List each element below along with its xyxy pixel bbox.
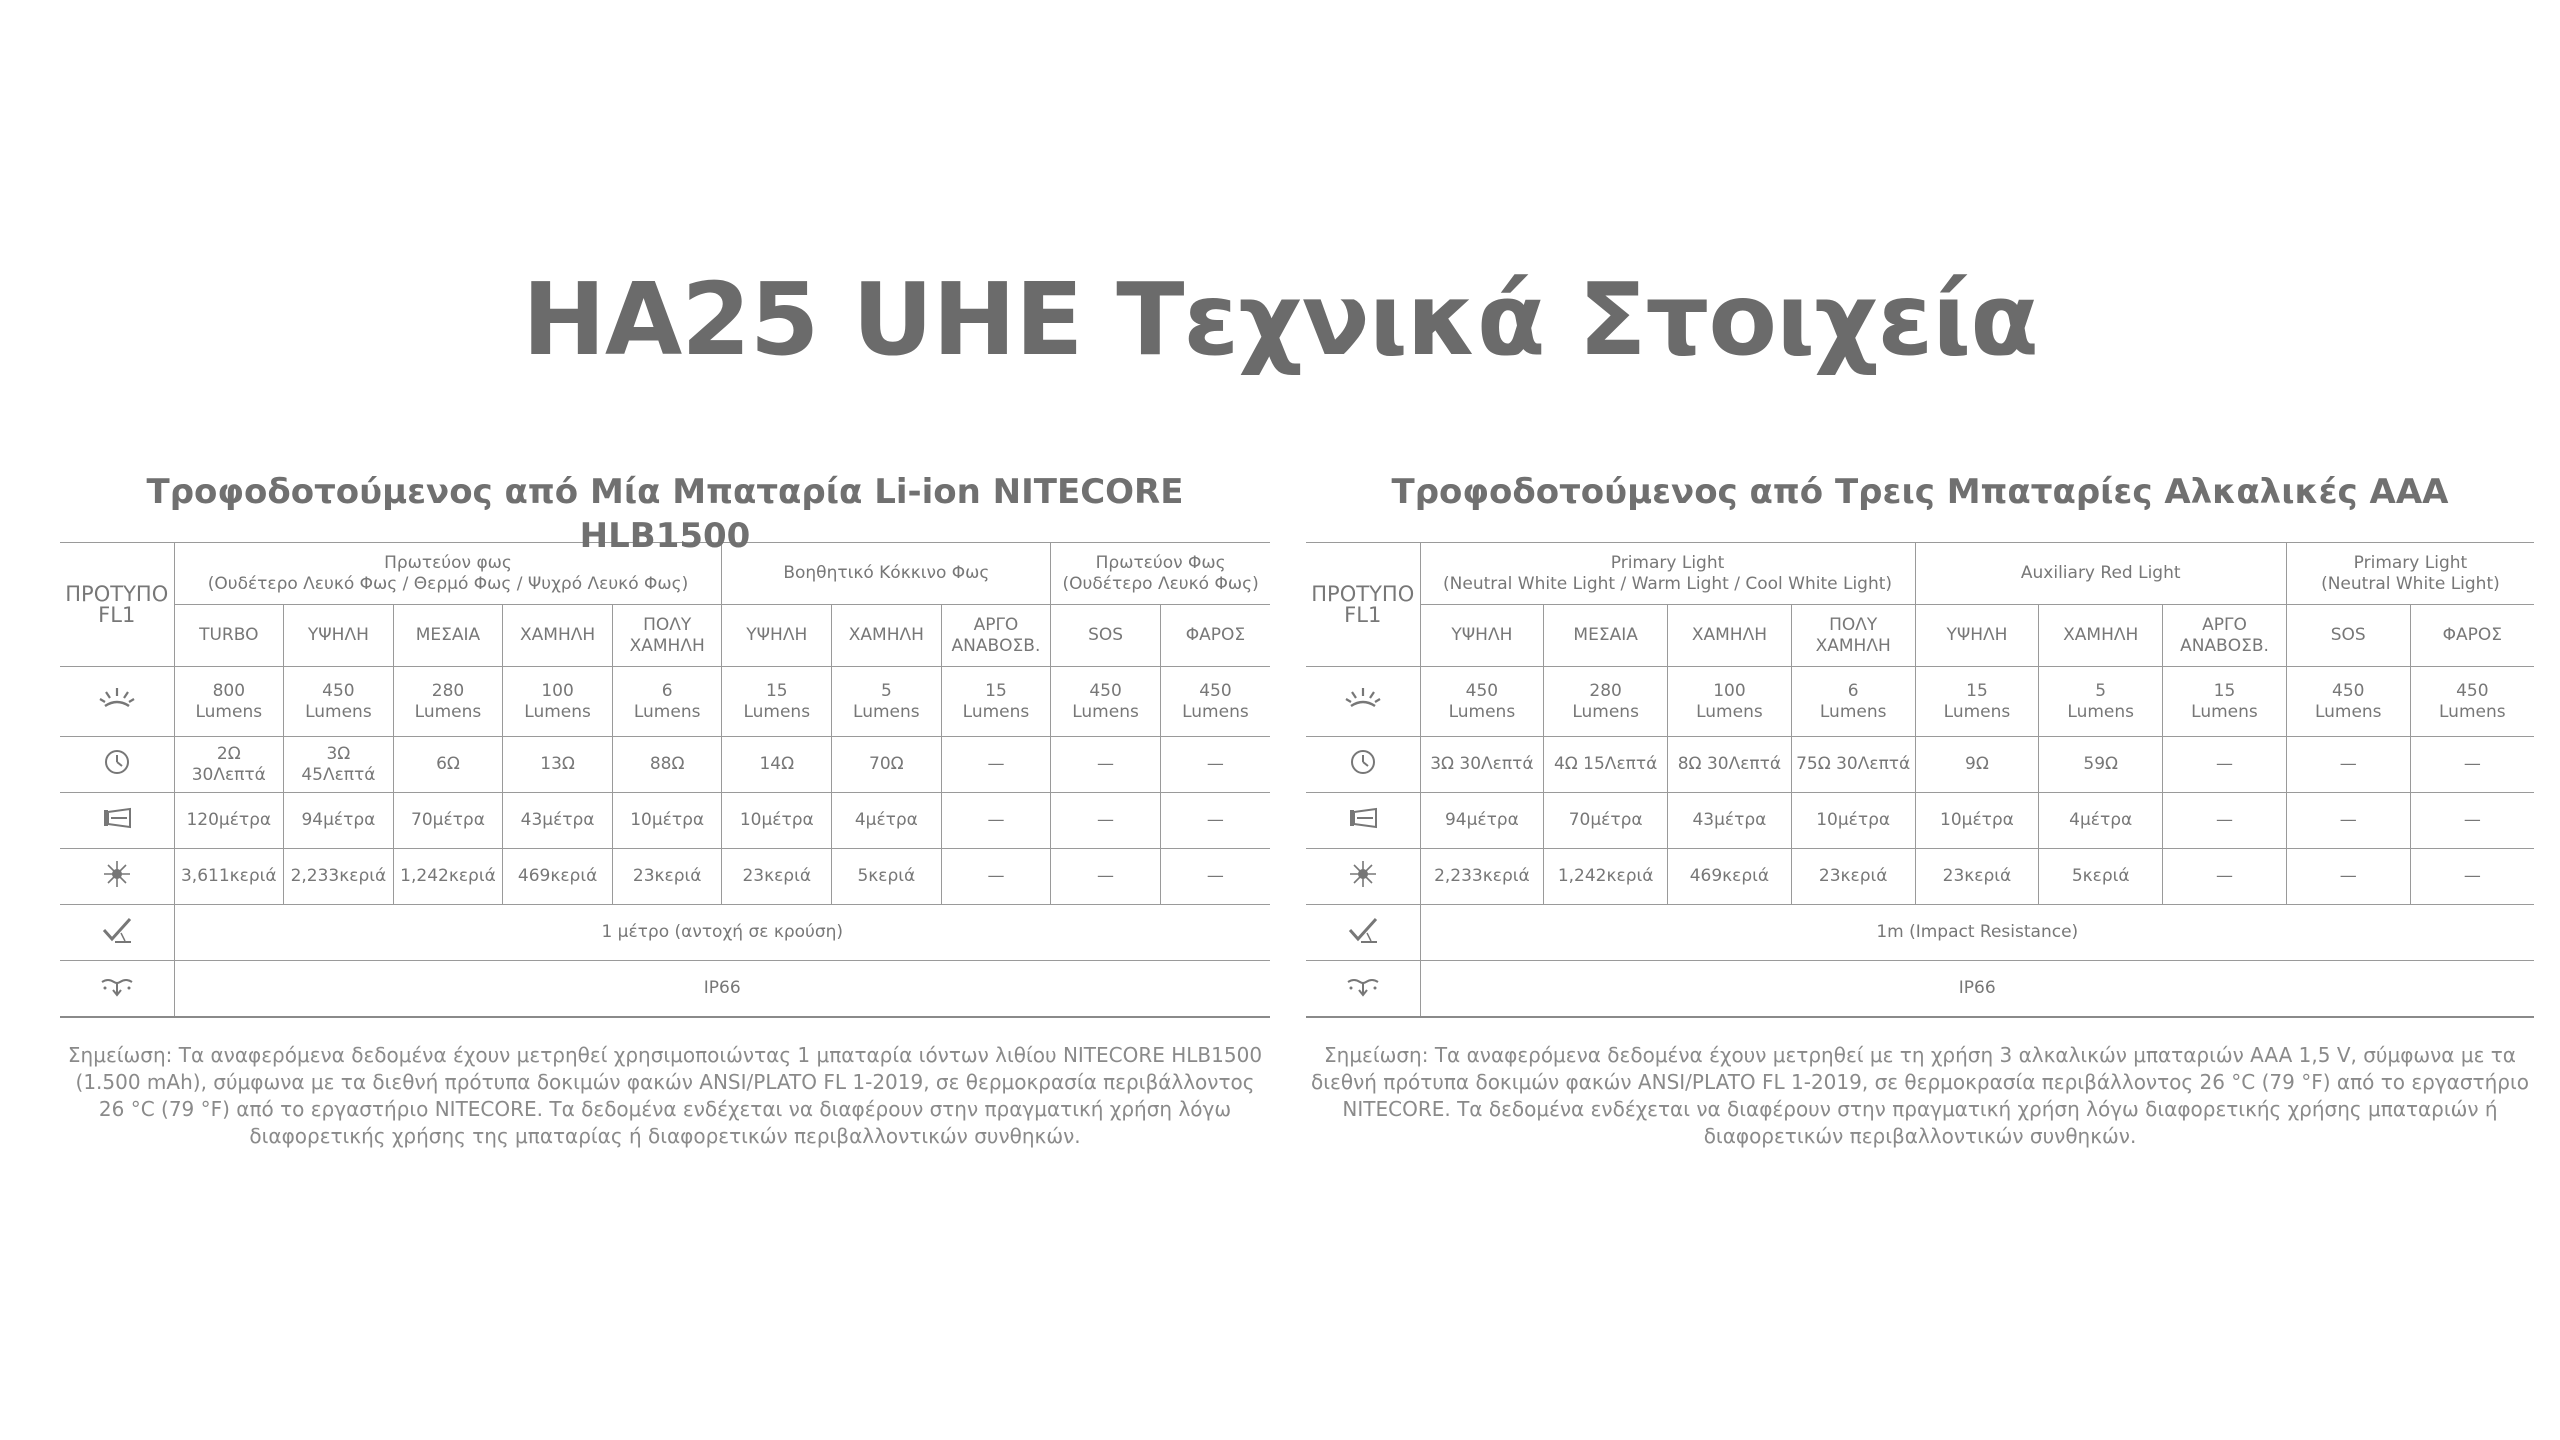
runtime-cell: —	[1160, 737, 1270, 793]
mode-label: ΦΑΡΟΣ	[2442, 625, 2502, 645]
output-cell	[1668, 667, 1792, 737]
group-label: Auxiliary Red Light	[2020, 563, 2181, 583]
intensity-cell: 2,233κεριά	[1420, 849, 1544, 905]
distance-cell: 10μέτρα	[612, 793, 722, 849]
model-label: ΠΡΟΤΥΠΟ FL1	[1306, 543, 1420, 667]
mode-header	[1544, 605, 1668, 667]
output-cell	[284, 667, 394, 737]
output-value: 800	[212, 680, 246, 701]
mode-label: ΜΕΣΑΙΑ	[1573, 625, 1638, 645]
spec-table	[1306, 542, 2534, 1018]
intensity-cell: 5κεριά	[832, 849, 942, 905]
mode-label: ΠΟΛΥ	[643, 614, 692, 635]
output-unit: Lumens	[2314, 701, 2382, 722]
runtime-cell: —	[2163, 737, 2287, 793]
distance-cell: 94μέτρα	[284, 793, 394, 849]
mode-header	[2286, 605, 2410, 667]
mode-label: ΧΑΜΗΛΗ	[520, 625, 596, 645]
panel-subtitle: Τροφοδοτούμενος από Τρεις Μπαταρίες Αλκαλικές AAA	[1391, 472, 2449, 512]
runtime-cell: —	[1051, 737, 1161, 793]
waterproof-row	[60, 961, 1270, 1017]
mode-label: ΥΨΗΛΗ	[746, 625, 808, 645]
mode-label: ΥΨΗΛΗ	[307, 625, 369, 645]
mode-label: ΧΑΜΗΛΗ	[1691, 625, 1767, 645]
mode-label-line2: ΑΝΑΒΟΣΒ.	[951, 635, 1041, 656]
runtime-cell: 4Ω 15Λεπτά	[1544, 737, 1668, 793]
output-unit: Lumens	[633, 701, 701, 722]
group-header	[1420, 543, 1915, 605]
output-value: 450	[1089, 680, 1122, 701]
output-value: 6	[1847, 680, 1859, 701]
distance-cell: —	[2410, 793, 2534, 849]
intensity-cell: —	[941, 849, 1051, 905]
runtime-icon-cell	[60, 737, 174, 793]
mode-header	[1791, 605, 1915, 667]
output-cell	[1544, 667, 1668, 737]
output-row	[60, 667, 1270, 737]
intensity-cell: —	[2163, 849, 2287, 905]
intensity-row	[60, 849, 1270, 905]
distance-cell: 4μέτρα	[832, 793, 942, 849]
waterproof-cell: IP66	[1420, 961, 2534, 1017]
spec-table	[60, 542, 1270, 1018]
output-unit: Lumens	[853, 701, 920, 722]
intensity-cell: 23κεριά	[1915, 849, 2039, 905]
distance-cell: 94μέτρα	[1420, 793, 1544, 849]
intensity-cell: 23κεριά	[612, 849, 722, 905]
distance-cell: 10μέτρα	[1915, 793, 2039, 849]
runtime-cell: 13Ω	[503, 737, 613, 793]
brightness-icon	[1345, 684, 1381, 714]
runtime-row	[60, 737, 1270, 793]
group-header	[722, 543, 1051, 605]
intensity-cell: 2,233κεριά	[284, 849, 394, 905]
output-unit: Lumens	[962, 701, 1030, 722]
distance-row	[1306, 793, 2534, 849]
output-unit: Lumens	[195, 701, 263, 722]
output-cell	[393, 667, 503, 737]
distance-cell: 43μέτρα	[1668, 793, 1792, 849]
output-value: 15	[985, 680, 1007, 701]
mode-header	[941, 605, 1051, 667]
group-sublabel: (Ουδέτερο Λευκό Φως)	[1062, 573, 1259, 594]
mode-header	[503, 605, 613, 667]
output-cell	[612, 667, 722, 737]
group-header	[1915, 543, 2286, 605]
output-cell	[1915, 667, 2039, 737]
mode-label-line2: ΧΑΜΗΛΗ	[1815, 635, 1891, 656]
mode-header	[612, 605, 722, 667]
output-unit: Lumens	[1943, 701, 2011, 722]
group-header-row	[1306, 543, 2534, 605]
output-cell	[1420, 667, 1544, 737]
runtime-cell: —	[941, 737, 1051, 793]
distance-cell: 4μέτρα	[2039, 793, 2163, 849]
runtime-cell: —	[2286, 737, 2410, 793]
brightness-icon	[99, 684, 135, 714]
output-icon-cell	[1306, 667, 1420, 737]
intensity-cell: 1,242κεριά	[1544, 849, 1668, 905]
impact-icon-cell	[1306, 905, 1420, 961]
peak-intensity-icon	[1345, 859, 1381, 889]
output-unit: Lumens	[1182, 701, 1249, 722]
mode-label: ΑΡΓΟ	[2202, 614, 2247, 635]
group-header	[2286, 543, 2534, 605]
runtime-cell: 88Ω	[612, 737, 722, 793]
waterproof-row	[1306, 961, 2534, 1017]
model-label: ΠΡΟΤΥΠΟ FL1	[60, 543, 174, 667]
output-unit: Lumens	[2439, 701, 2506, 722]
mode-header	[1160, 605, 1270, 667]
group-label: Βοηθητικό Κόκκινο Φως	[783, 563, 990, 583]
intensity-cell: —	[1160, 849, 1270, 905]
waterproof-icon	[1345, 970, 1381, 1000]
group-header	[1051, 543, 1270, 605]
output-value: 450	[2332, 680, 2365, 701]
runtime-cell: 2Ω 30Λεπτά	[174, 737, 284, 793]
distance-cell: 70μέτρα	[393, 793, 503, 849]
measurement-note: Σημείωση: Τα αναφερόμενα δεδομένα έχουν μετρηθεί με τη χρήση 3 αλκαλικών μπαταριών AAA 1,5 V, σύμφωνα με τα διεθνή πρότυπα δοκιμών φακών ANSI/PLATO FL 1-2019, σε θερμοκρασία περιβάλλοντος 26 °C (79 °F) από το εργαστήριο NITECORE. Τα δεδομένα ενδέχεται να διαφέρουν στην πραγματική χρήση λόγω διαφορετικής χρήσης μπαταριών ή διαφορετικών περιβαλλοντικών συνθηκών.	[1311, 1042, 2529, 1148]
mode-label: TURBO	[199, 625, 259, 645]
waterproof-icon-cell	[60, 961, 174, 1017]
distance-cell: —	[1160, 793, 1270, 849]
output-cell	[941, 667, 1051, 737]
output-value: 450	[2456, 680, 2489, 701]
mode-label: ΥΨΗΛΗ	[1451, 625, 1513, 645]
intensity-icon-cell	[60, 849, 174, 905]
group-label: Πρωτεύον φως	[384, 552, 512, 573]
output-value: 450	[1465, 680, 1499, 701]
output-cell	[722, 667, 832, 737]
mode-label: ΧΑΜΗΛΗ	[848, 625, 924, 645]
runtime-cell: 3Ω 45Λεπτά	[284, 737, 394, 793]
mode-label-line2: ΑΝΑΒΟΣΒ.	[2180, 635, 2269, 656]
mode-header	[722, 605, 832, 667]
intensity-cell: 23κεριά	[722, 849, 832, 905]
output-unit: Lumens	[1696, 701, 1763, 722]
output-unit: Lumens	[2067, 701, 2135, 722]
mode-header	[2039, 605, 2163, 667]
output-unit: Lumens	[1572, 701, 1639, 722]
panel-subtitle: Τροφοδοτούμενος από Μία Μπαταρία Li-ion NITECORE HLB1500	[146, 472, 1184, 556]
impact-icon-cell	[60, 905, 174, 961]
output-icon-cell	[60, 667, 174, 737]
distance-cell: —	[2163, 793, 2287, 849]
output-unit: Lumens	[305, 701, 372, 722]
output-value: 100	[1713, 680, 1746, 701]
output-cell	[174, 667, 284, 737]
distance-cell: —	[2286, 793, 2410, 849]
beam-distance-icon	[99, 803, 135, 833]
impact-resistance-icon	[99, 915, 135, 945]
runtime-icon-cell	[1306, 737, 1420, 793]
mode-header	[1915, 605, 2039, 667]
distance-cell: 10μέτρα	[722, 793, 832, 849]
impact-row	[60, 905, 1270, 961]
output-unit: Lumens	[414, 701, 482, 722]
output-cell	[503, 667, 613, 737]
mode-label: ΥΨΗΛΗ	[1946, 625, 2008, 645]
mode-header-row	[1306, 605, 2534, 667]
output-unit: Lumens	[1819, 701, 1887, 722]
output-value: 280	[1589, 680, 1622, 701]
distance-cell: 10μέτρα	[1791, 793, 1915, 849]
waterproof-cell: IP66	[174, 961, 1270, 1017]
output-value: 100	[541, 680, 574, 701]
output-value: 15	[1966, 680, 1988, 701]
distance-icon-cell	[60, 793, 174, 849]
panel-li-ion	[60, 470, 1270, 1150]
output-value: 15	[765, 680, 788, 701]
peak-intensity-icon	[99, 859, 135, 889]
output-value: 450	[322, 680, 355, 701]
intensity-cell: 469κεριά	[1668, 849, 1792, 905]
output-unit: Lumens	[1072, 701, 1139, 722]
output-value: 6	[661, 680, 673, 701]
intensity-cell: —	[2410, 849, 2534, 905]
distance-cell: —	[941, 793, 1051, 849]
mode-header	[284, 605, 394, 667]
intensity-icon-cell	[1306, 849, 1420, 905]
output-cell	[2039, 667, 2163, 737]
page-title: HA25 UHE Τεχνικά Στοιχεία	[522, 261, 2038, 378]
group-sublabel: (Neutral White Light / Warm Light / Cool White Light)	[1443, 573, 1893, 594]
runtime-cell: 59Ω	[2039, 737, 2163, 793]
output-cell	[832, 667, 942, 737]
mode-label-line2: ΧΑΜΗΛΗ	[629, 635, 705, 656]
runtime-cell: 6Ω	[393, 737, 503, 793]
distance-cell: 70μέτρα	[1544, 793, 1668, 849]
mode-header	[2410, 605, 2534, 667]
mode-label: ΑΡΓΟ	[973, 614, 1019, 635]
intensity-cell: 1,242κεριά	[393, 849, 503, 905]
mode-label: ΠΟΛΥ	[1829, 614, 1878, 635]
mode-header	[1051, 605, 1161, 667]
measurement-note: Σημείωση: Τα αναφερόμενα δεδομένα έχουν μετρηθεί χρησιμοποιώντας 1 μπαταρία ιόντων λιθίου NITECORE HLB1500 (1.500 mAh), σύμφωνα με τα διεθνή πρότυπα δοκιμών φακών ANSI/PLATO FL 1-2019, σε θερμοκρασία περιβάλλοντος 26 °C (79 °F) από το εργαστήριο NITECORE. Τα δεδομένα ενδέχεται να διαφέρουν στην πραγματική χρήση λόγω διαφορετικής χρήσης της μπαταρίας ή διαφορετικών περιβαλλοντικών συνθηκών.	[67, 1042, 1263, 1148]
output-value: 15	[2213, 680, 2236, 701]
output-cell	[2410, 667, 2534, 737]
distance-row	[60, 793, 1270, 849]
group-label: Primary Light	[1610, 552, 1725, 573]
output-cell	[2286, 667, 2410, 737]
mode-header	[832, 605, 942, 667]
distance-icon-cell	[1306, 793, 1420, 849]
impact-cell: 1 μέτρο (αντοχή σε κρούση)	[174, 905, 1270, 961]
mode-label: ΦΑΡΟΣ	[1185, 625, 1246, 645]
distance-cell: 120μέτρα	[174, 793, 284, 849]
intensity-cell: 3,611κεριά	[174, 849, 284, 905]
waterproof-icon	[99, 970, 135, 1000]
mode-label: SOS	[2330, 625, 2366, 645]
waterproof-icon-cell	[1306, 961, 1420, 1017]
group-label: Πρωτεύον Φως	[1095, 552, 1226, 573]
mode-label: ΧΑΜΗΛΗ	[2063, 625, 2139, 645]
impact-row	[1306, 905, 2534, 961]
distance-cell: 43μέτρα	[503, 793, 613, 849]
panel-alkaline	[1306, 470, 2534, 1150]
mode-header	[2163, 605, 2287, 667]
intensity-cell: 5κεριά	[2039, 849, 2163, 905]
output-cell	[1160, 667, 1270, 737]
output-value: 5	[2095, 680, 2107, 701]
mode-label: SOS	[1088, 625, 1124, 645]
output-unit: Lumens	[2191, 701, 2258, 722]
runtime-cell: 3Ω 30Λεπτά	[1420, 737, 1544, 793]
group-label: Primary Light	[2353, 552, 2468, 573]
mode-header-row	[60, 605, 1270, 667]
mode-header	[1420, 605, 1544, 667]
output-value: 450	[1199, 680, 1232, 701]
mode-header	[174, 605, 284, 667]
output-unit: Lumens	[743, 701, 811, 722]
mode-header	[1668, 605, 1792, 667]
intensity-cell: 469κεριά	[503, 849, 613, 905]
clock-icon	[99, 747, 135, 777]
group-sublabel: (Ουδέτερο Λευκό Φως / Θερμό Φως / Ψυχρό Λευκό Φως)	[207, 573, 689, 594]
intensity-cell: —	[2286, 849, 2410, 905]
output-cell	[1791, 667, 1915, 737]
runtime-cell: 8Ω 30Λεπτά	[1668, 737, 1792, 793]
runtime-cell: 70Ω	[832, 737, 942, 793]
mode-header	[393, 605, 503, 667]
output-value: 5	[880, 680, 892, 701]
output-cell	[1051, 667, 1161, 737]
runtime-cell: 9Ω	[1915, 737, 2039, 793]
beam-distance-icon	[1345, 803, 1381, 833]
output-row	[1306, 667, 2534, 737]
runtime-cell: 14Ω	[722, 737, 832, 793]
group-sublabel: (Neutral White Light)	[2321, 573, 2500, 594]
distance-cell: —	[1051, 793, 1161, 849]
output-unit: Lumens	[524, 701, 591, 722]
intensity-cell: —	[1051, 849, 1161, 905]
clock-icon	[1345, 747, 1381, 777]
output-cell	[2163, 667, 2287, 737]
intensity-cell: 23κεριά	[1791, 849, 1915, 905]
output-unit: Lumens	[1448, 701, 1516, 722]
runtime-row	[1306, 737, 2534, 793]
runtime-cell: 75Ω 30Λεπτά	[1791, 737, 1915, 793]
output-value: 280	[431, 680, 465, 701]
intensity-row	[1306, 849, 2534, 905]
impact-cell: 1m (Impact Resistance)	[1420, 905, 2534, 961]
mode-label: ΜΕΣΑΙΑ	[415, 625, 481, 645]
runtime-cell: —	[2410, 737, 2534, 793]
impact-resistance-icon	[1345, 915, 1381, 945]
